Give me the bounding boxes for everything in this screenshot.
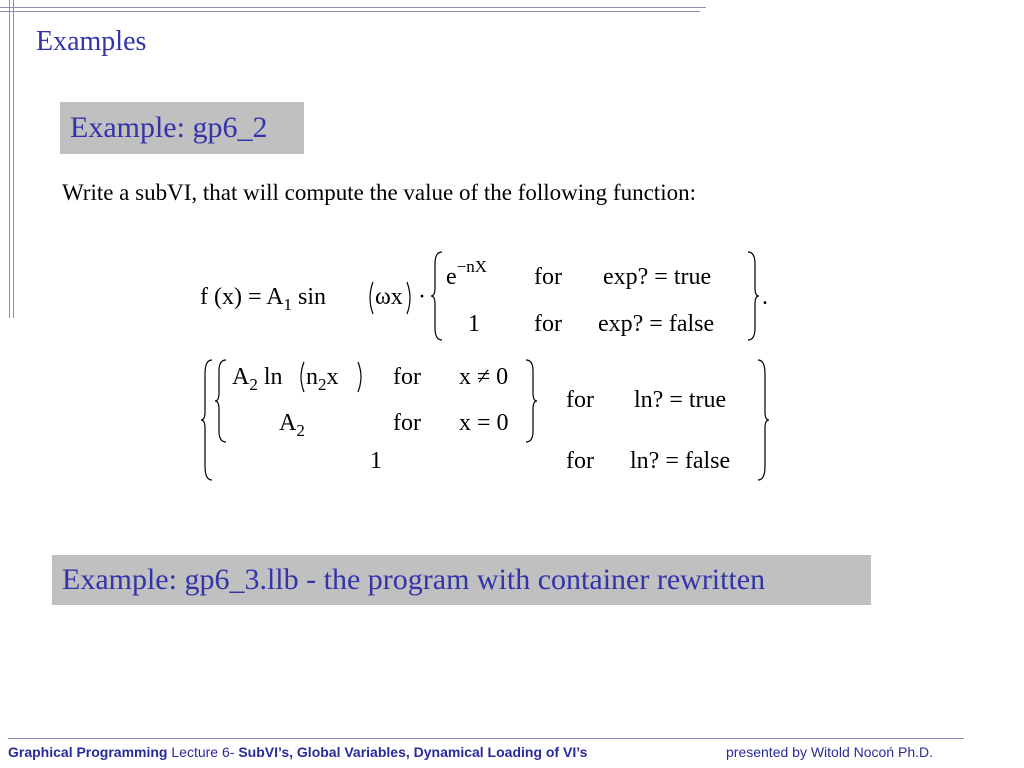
left-rule-2	[13, 0, 14, 318]
f2-inner-row1-expr: $A_2$ ln	[232, 364, 283, 394]
footer-presenter: presented by Witold Nocoń Ph.D.	[726, 744, 933, 760]
footer-rule	[8, 738, 964, 739]
f2-outer-row1-cond: ln? = true	[634, 387, 727, 413]
f1-lhs: f $(x) = A_1$ sin	[200, 284, 327, 314]
f1-period: .	[762, 284, 768, 310]
footer-lecture: Lecture 6-	[167, 744, 239, 760]
f2-outer-row2-cond: ln? = false	[630, 448, 731, 474]
top-rule-2	[0, 11, 700, 12]
f1-row2-for: for	[534, 311, 562, 337]
f2-inner-row1-arg: $n_2x$	[306, 364, 339, 394]
f2-outer-brace-right	[756, 358, 770, 482]
f1-row1-for: for	[534, 264, 562, 290]
example-gp6-3-label: Example: gp6_3.llb - the program with container rewritten	[52, 555, 871, 605]
f2-inner-row2-expr: $A_2$	[279, 410, 305, 440]
slide-title: Examples	[36, 26, 147, 57]
f1-row1-cond: exp? = true	[603, 264, 712, 290]
example-gp6-2-label: Example: gp6_2	[60, 102, 304, 154]
f2-outer-brace-left	[200, 358, 214, 482]
f1-brace-right	[746, 250, 760, 342]
f2-inner-row2-cond: x = 0	[459, 410, 509, 436]
top-rule-1	[0, 7, 706, 8]
f2-outer-row1-for: for	[566, 387, 594, 413]
f2-paren-right	[357, 360, 365, 394]
f1-arg: ωx	[375, 284, 403, 310]
f2-inner-row2-for: for	[393, 410, 421, 436]
f2-paren-left	[297, 360, 305, 394]
f2-inner-row1-cond: x ≠ 0	[459, 364, 509, 390]
left-rule-1	[9, 0, 10, 318]
instruction-text: Write a subVI, that will compute the value of the following function:	[62, 180, 696, 205]
f2-inner-brace-right	[524, 358, 538, 444]
f2-outer-row2-for: for	[566, 448, 594, 474]
footer-topic: SubVI’s, Global Variables, Dynamical Loading of VI’s	[238, 744, 588, 760]
f1-dot: ·	[418, 284, 426, 310]
f1-row1-expr: $e^{-nX}$	[446, 257, 488, 290]
f2-inner-row1-for: for	[393, 364, 421, 390]
f1-row2-expr: 1	[468, 311, 480, 337]
f1-row2-cond: exp? = false	[598, 311, 715, 337]
f1-paren-right	[406, 280, 414, 316]
f1-brace-left	[430, 250, 444, 342]
footer-course: Graphical Programming	[8, 744, 168, 760]
f2-outer-row2-expr: 1	[370, 448, 382, 474]
f2-inner-brace-left	[214, 358, 228, 444]
f1-paren-left	[366, 280, 374, 316]
footer	[8, 744, 933, 760]
